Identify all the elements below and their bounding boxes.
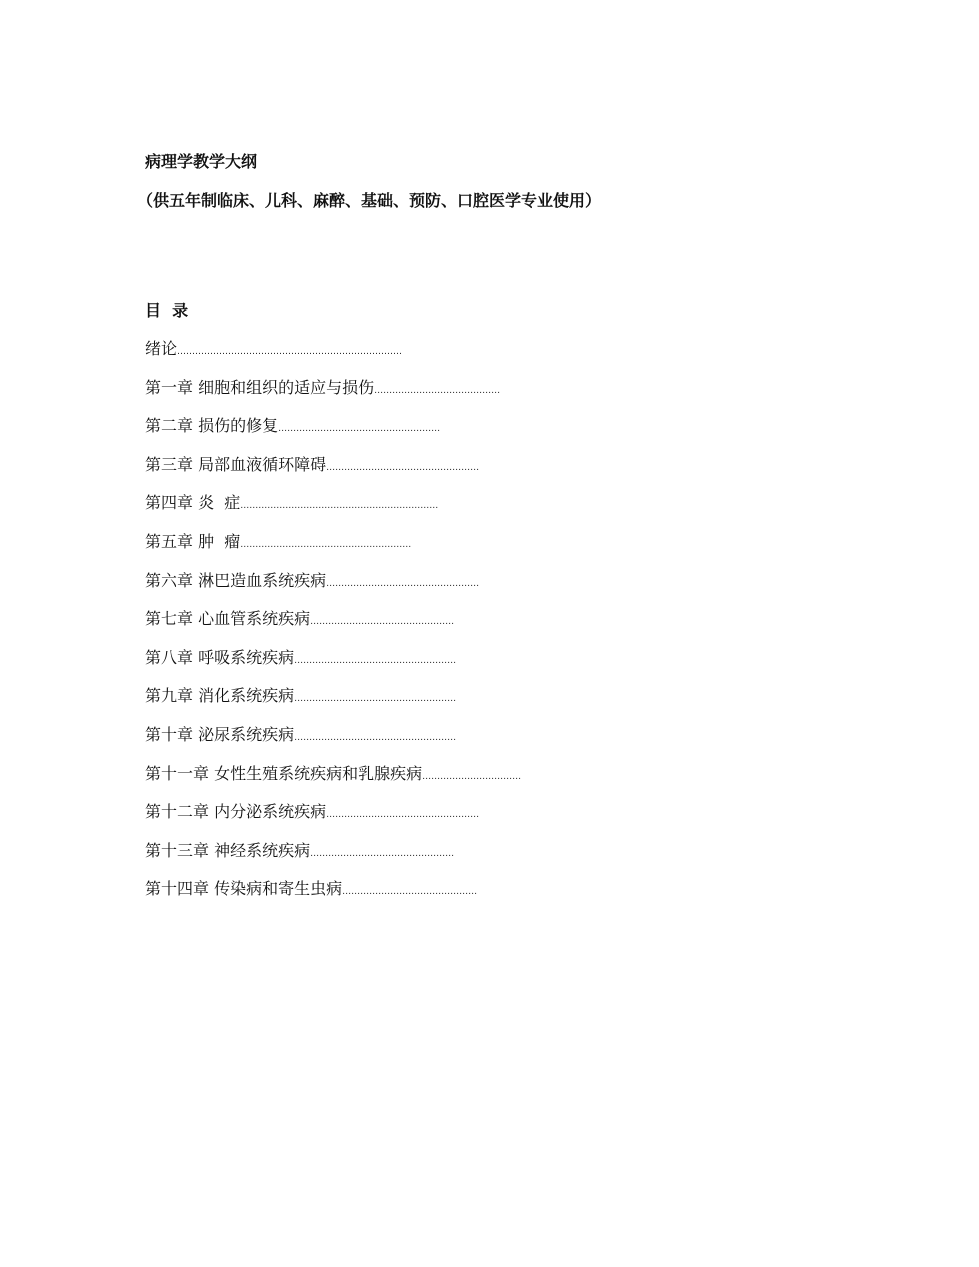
toc-entry-chapter-5 (145, 531, 521, 570)
toc-entry-leader: ………………………………………………………………… (177, 347, 403, 357)
toc-entry-label: 第八章 呼吸系统疾病 (145, 647, 295, 667)
toc-entry-chapter-14 (145, 878, 521, 917)
toc-entry-chapter-6 (145, 570, 521, 609)
toc-entry-leader: …………………………… (422, 771, 522, 782)
toc-entry-leader: ………………………………………………… (240, 539, 412, 550)
toc-entry-chapter-11 (145, 763, 521, 802)
toc-entry-label: 第十四章 传染病和寄生虫病 (145, 879, 343, 899)
toc-entry-leader: …………………………………………… (326, 578, 480, 589)
toc-entry-label: 第十三章 神经系统疾病 (145, 840, 311, 860)
table-of-contents (145, 338, 521, 917)
toc-entry-leader: ……………………………………………… (294, 694, 457, 705)
toc-entry-label: 第三章 局部血液循环障碍 (145, 454, 327, 474)
toc-entry-label: 第二章 损伤的修复 (145, 416, 279, 436)
toc-entry-chapter-2 (145, 415, 521, 454)
toc-entry-leader: …………………………………………… (326, 462, 480, 473)
toc-entry-label: 第七章 心血管系统疾病 (145, 609, 311, 629)
toc-entry-chapter-3 (145, 454, 521, 493)
toc-entry-label: 第十一章 女性生殖系统疾病和乳腺疾病 (145, 763, 423, 783)
toc-entry-leader: ……………………………………………… (278, 424, 441, 435)
toc-entry-leader: ………………………………………………………… (240, 501, 439, 512)
toc-heading: 目 录 (145, 301, 189, 320)
toc-entry-label: 第四章 炎 症 (145, 493, 241, 513)
toc-entry-chapter-13 (145, 840, 521, 879)
toc-entry-label: 第九章 消化系统疾病 (145, 686, 295, 706)
toc-entry-leader: ……………………………………… (342, 887, 478, 898)
toc-entry-chapter-9 (145, 685, 521, 724)
toc-entry-leader: ………………………………………… (310, 617, 455, 628)
toc-entry-chapter-4 (145, 492, 521, 531)
toc-entry-label: 第六章 淋巴造血系统疾病 (145, 570, 327, 590)
toc-entry-label: 第五章 肿 瘤 (145, 531, 241, 551)
toc-entry-chapter-10 (145, 724, 521, 763)
toc-entry-intro (145, 338, 521, 377)
toc-entry-leader: …………………………………………… (326, 810, 480, 821)
toc-entry-leader: ……………………………………………… (294, 732, 457, 743)
toc-entry-label: 第十二章 内分泌系统疾病 (145, 802, 327, 822)
document-title: 病理学教学大纲 (145, 152, 258, 171)
toc-entry-leader: …………………………………… (374, 385, 501, 396)
toc-entry-leader: ………………………………………… (310, 848, 455, 859)
toc-entry-label: 绪论 (145, 339, 178, 358)
toc-entry-chapter-1 (145, 377, 521, 416)
toc-entry-label: 第十章 泌尿系统疾病 (145, 724, 295, 744)
toc-entry-chapter-8 (145, 647, 521, 686)
toc-entry-chapter-7 (145, 608, 521, 647)
toc-entry-label: 第一章 细胞和组织的适应与损伤 (145, 377, 375, 397)
toc-entry-chapter-12 (145, 801, 521, 840)
toc-entry-leader: ……………………………………………… (294, 655, 457, 666)
document-subtitle: （供五年制临床、儿科、麻醉、基础、预防、口腔医学专业使用） (137, 191, 602, 210)
